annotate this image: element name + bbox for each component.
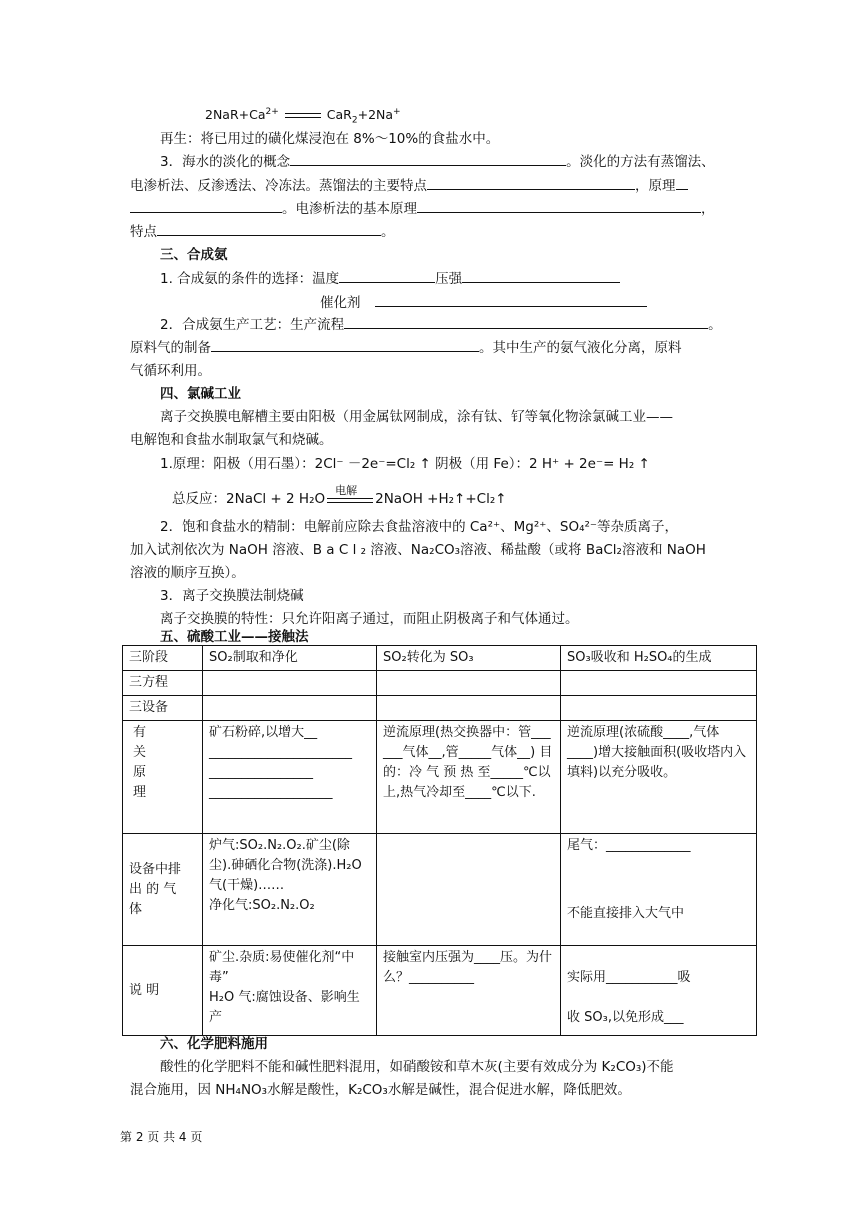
ammonia-conditions-line [160, 268, 760, 290]
sulfuric-acid-table [122, 645, 757, 1036]
cell-principle-1: 矿石粉碎,以增大__ ______________________ ________________ ___________________ [203, 721, 377, 834]
blank-electrodialysis-principle[interactable] [417, 198, 701, 213]
table-row [123, 671, 757, 696]
temperature-label: 1. 合成氨的条件的选择：温度 [160, 271, 340, 287]
cell-note-3 [561, 946, 757, 1036]
absorb-text-2: 收 SO₃,以免形成___ [567, 1010, 684, 1025]
page-footer: 第 2 页 共 4 页 [120, 1130, 203, 1144]
desalination-label: 3．海水的淡化的概念 [160, 154, 291, 170]
cell-empty[interactable] [203, 696, 377, 721]
electrodialysis-label: 。电渗析法的基本原理 [282, 201, 417, 217]
blank-raw-gas[interactable] [211, 337, 479, 352]
row-exhaust-gas: 设备中排 出 的 气 体 [123, 834, 203, 946]
tail-gas-note: 不能直接排入大气中 [567, 906, 685, 921]
raw-gas-label: 原料气的制备 [130, 340, 211, 356]
cell-note-1: 矿尘.杂质:易使催化剂“中毒” H₂O 气:腐蚀设备、影响生产 [203, 946, 377, 1036]
blank-principle-a[interactable] [676, 175, 688, 190]
principle-label: ，原理 [635, 178, 676, 194]
header-so2: SO₂制取和净化 [203, 646, 377, 671]
blank-pressure[interactable] [462, 268, 620, 283]
reaction-left: 总反应：2NaCl + 2 H₂O [172, 491, 326, 507]
catalyst-label: 催化剂 [320, 295, 361, 311]
pressure-label: 压强 [435, 271, 463, 287]
blank-catalyst[interactable] [375, 292, 647, 307]
row-equations: 三方程 [123, 671, 203, 696]
fertilizer-text-2: 混合施用，因 NH₄NO₃水解是酸性，K₂CO₃水解是碱性，混合促进水解，降低肥效。 [130, 1082, 631, 1098]
electrode-principle: 1.原理：阳极（用石墨）：2Cl⁻ －2e⁻=Cl₂ ↑ 阴极（用 Fe）：2 H⁺ + 2e⁻= H₂ ↑ [160, 456, 650, 472]
section-3-heading: 三、合成氨 [160, 247, 228, 263]
row-equipment: 三设备 [123, 696, 203, 721]
features-label: 特点 [130, 224, 157, 240]
reagents-line-2: 溶液的顺序互换）。 [130, 565, 245, 581]
electrolyzer-text-2: 电解饱和食盐水制取氯气和烧碱。 [130, 432, 333, 448]
catalyst-line [320, 292, 860, 314]
cell-principle-3: 逆流原理(浓硫酸____,气体____)增大接触面积(吸收塔内入填料)以充分吸收。 [561, 721, 757, 834]
process-label: 2．合成氨生产工艺：生产流程 [160, 317, 345, 333]
section-6-heading: 六、化学肥料施用 [160, 1036, 268, 1052]
blank-principle-b[interactable] [130, 198, 282, 213]
electrolysis-label: 电解 [335, 484, 358, 497]
distillation-line [130, 175, 730, 197]
recycle-line: 气循环利用。 [130, 363, 211, 379]
features-line [130, 221, 730, 243]
table-row [123, 696, 757, 721]
blank-distillation-features[interactable] [427, 175, 635, 190]
raw-gas-tail: 。其中生产的氨气液化分离，原料 [479, 340, 682, 356]
header-stage: 三阶段 [123, 646, 203, 671]
cell-empty[interactable] [377, 671, 561, 696]
ion-exchange-reaction: $2NaR+Ca^{2+}$ CaR$_2$+2Na+ [205, 107, 401, 126]
reagents-line: 加入试剂依次为 NaOH 溶液、B a C l ₂ 溶液、Na₂CO₃溶液、稀盐酸（或将 BaCl₂溶液和 NaOH [130, 542, 706, 558]
table-row [123, 721, 757, 834]
ammonia-process-line [160, 314, 760, 336]
cell-empty[interactable] [561, 671, 757, 696]
blank-desalination-concept[interactable] [290, 151, 566, 166]
cell-principle-2: 逆流原理(热交换器中：管___ ___气体__,管_____气体__) 目 的：冷 气 预 热 至_____℃以上,热气冷却至____℃以下. [377, 721, 561, 834]
row-notes: 说 明 [123, 946, 203, 1036]
blank-process-flow[interactable] [344, 314, 708, 329]
blank-features[interactable] [157, 221, 381, 236]
cell-gas-1: 炉气:SO₂.N₂.O₂.矿尘(除尘).砷硒化合物(洗涤).H₂O 气(干燥)…… 净化气:SO₂.N₂.O₂ [203, 834, 377, 946]
electrodialysis-line [130, 198, 730, 220]
tail-gas: 尾气：_____________ [567, 838, 691, 853]
fertilizer-text: 酸性的化学肥料不能和碱性肥料混用，如硝酸铵和草木灰(主要有效成分为 K₂CO₃)不能 [160, 1059, 674, 1075]
period: 。 [381, 224, 395, 240]
period2: 。 [708, 317, 722, 333]
overall-reaction [172, 484, 772, 510]
cell-note-2: 接触室内压强为____压。为什么？__________ [377, 946, 561, 1036]
cell-gas-3 [561, 834, 757, 946]
header-h2so4: SO₃吸收和 H₂SO₄的生成 [561, 646, 757, 671]
table-row [123, 834, 757, 946]
absorb-text: 实际用___________吸 [567, 970, 691, 985]
cell-empty[interactable] [561, 696, 757, 721]
header-so3: SO₂转化为 SO₃ [377, 646, 561, 671]
desalination-methods: 。淡化的方法有蒸馏法、 [566, 154, 715, 170]
table-row [123, 646, 757, 671]
electrolyzer-text: 离子交换膜电解槽主要由阳极（用金属钛网制成，涂有钛、钌等氧化物涂氯碱工业—— [160, 409, 673, 425]
cell-empty[interactable] [377, 696, 561, 721]
row-principles: 有 关 原 理 [123, 721, 203, 834]
blank-temperature[interactable] [339, 268, 435, 283]
comma: ， [701, 201, 715, 217]
reaction-right: 2NaOH +H₂↑+Cl₂↑ [375, 491, 507, 507]
membrane-heading: 3．离子交换膜法制烧碱 [160, 588, 304, 604]
table-row [123, 946, 757, 1036]
membrane-property: 离子交换膜的特性：只允许阳离子通过，而阻止阴极离子和气体通过。 [160, 611, 579, 627]
brine-purification: 2．饱和食盐水的精制：电解前应除去食盐溶液中的 Ca²⁺、Mg²⁺、SO₄²⁻等杂质离子， [160, 519, 679, 535]
section-4-heading: 四、氯碱工业 [160, 386, 241, 402]
distillation-label: 电渗析法、反渗透法、冷冻法。蒸馏法的主要特点 [130, 178, 427, 194]
cell-gas-2 [377, 834, 561, 946]
cell-empty[interactable] [203, 671, 377, 696]
section-5-heading: 五、硫酸工业——接触法 [160, 629, 309, 645]
regeneration-text: 再生：将已用过的磺化煤浸泡在 8%～10%的食盐水中。 [160, 131, 500, 147]
raw-gas-line [130, 337, 730, 359]
desalination-line [160, 151, 760, 173]
